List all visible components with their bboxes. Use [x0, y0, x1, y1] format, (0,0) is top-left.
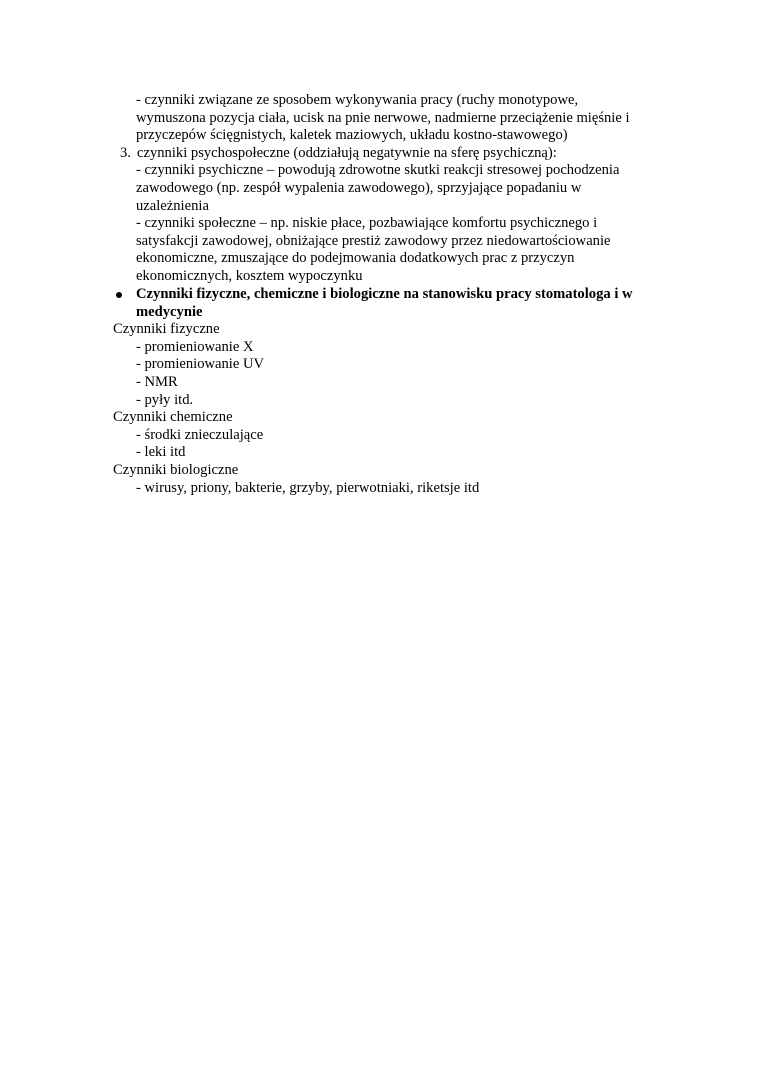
text-line: uzależnienia	[136, 197, 209, 214]
text-line: ekonomicznych, kosztem wypoczynku	[136, 268, 363, 284]
text-line: satysfakcji zawodowej, obniżające prestiż zawodowy przez niedowartościowanie	[136, 232, 611, 249]
text-line: przyczepów ścięgnistych, kaletek maziowych, układu kostno-stawowego)	[136, 127, 568, 144]
text-line: - czynniki związane ze sposobem wykonywania pracy (ruchy monotypowe,	[136, 92, 579, 108]
text-line: wymuszona pozycja ciała, ucisk na pnie nerwowe, nadmierne przeciążenie mięśnie i	[136, 109, 630, 126]
section-heading: Czynniki fizyczne, chemiczne i biologiczne na stanowisku pracy stomatologa i w	[136, 286, 633, 302]
list-item: - wirusy, priony, bakterie, grzyby, pierwotniaki, riketsje itd	[136, 479, 480, 496]
category-title: Czynniki chemiczne	[113, 409, 233, 426]
text-line: zawodowego (np. zespół wypalenia zawodowego), sprzyjające popadaniu w	[136, 180, 582, 196]
category-title: Czynniki biologiczne	[113, 462, 239, 478]
section-heading: medycynie	[136, 303, 203, 320]
list-item: - środki znieczulające	[136, 426, 264, 443]
text-line: - czynniki społeczne – np. niskie płace, pozbawiające komfortu psychicznego i	[136, 215, 598, 232]
list-item: - pyły itd.	[136, 391, 194, 408]
list-item: - promieniowanie X	[136, 338, 254, 355]
bullet-icon	[116, 292, 122, 298]
category-title: Czynniki fizyczne	[113, 321, 220, 338]
list-item: - NMR	[136, 374, 178, 390]
list-item: - leki itd	[136, 444, 186, 461]
text-line: - czynniki psychiczne – powodują zdrowotne skutki reakcji stresowej pochodzenia	[136, 162, 620, 179]
list-item-heading: czynniki psychospołeczne (oddziałują negatywnie na sferę psychiczną):	[137, 144, 557, 161]
text-line: ekonomiczne, zmuszające do podejmowania dodatkowych prac z przyczyn	[136, 250, 575, 267]
list-item: - promieniowanie UV	[136, 356, 265, 373]
list-number: 3.	[120, 144, 131, 161]
